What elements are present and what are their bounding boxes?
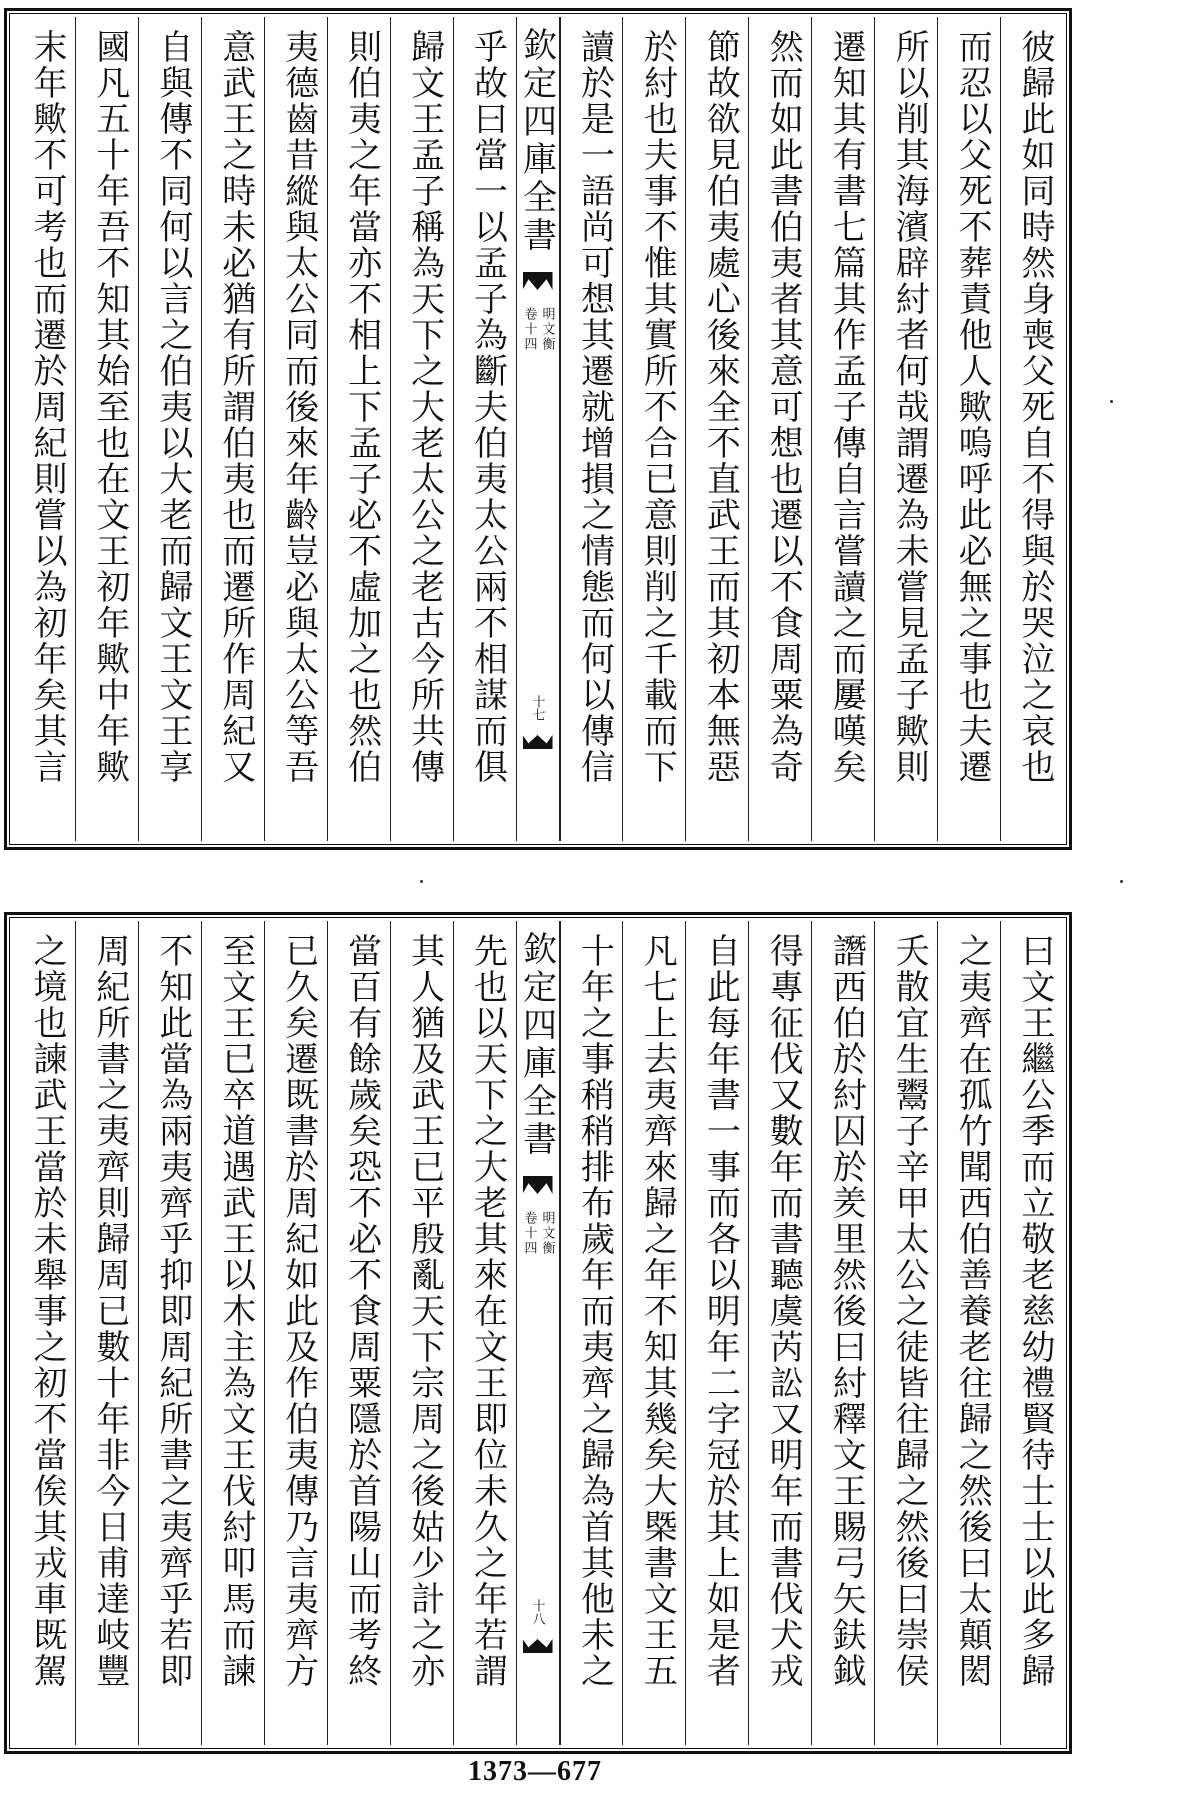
- volume-info: [521, 1211, 555, 1256]
- text-column: 曰文王繼公季而立敬老慈幼禮賢待士士以此多歸: [1000, 921, 1063, 1745]
- collection-name: 明文衡: [539, 307, 555, 352]
- page-top: [4, 8, 1072, 850]
- volume-number: 卷十四: [521, 307, 537, 352]
- text-column: 意武王之時未必猶有所謂伯夷也而遷所作周紀又: [201, 17, 264, 841]
- text-column: 夭散宜生鬻子辛甲太公之徒皆往歸之然後曰崇侯: [874, 921, 937, 1745]
- text-column: 末年歟不可考也而遷於周紀則嘗以為初年矣其言: [26, 29, 67, 785]
- text-column: 其人猶及武王已平殷亂天下宗周之後姑少計之亦: [390, 921, 453, 1745]
- text-column: 譖西伯於紂囚於羑里然後曰紂釋文王賜弓矢鈇鉞: [811, 921, 874, 1745]
- page-bottom: [4, 912, 1072, 1754]
- text-column: 先也以天下之大老其來在文王即位未久之年若謂: [453, 921, 516, 1745]
- page-reference: 1373—677: [468, 1756, 602, 1787]
- text-column: 當百有餘歲矣恐不必不食周粟隱於首陽山而考終: [327, 921, 390, 1745]
- text-column: 於紂也夫事不惟其實所不合已意則削之千載而下: [622, 17, 685, 841]
- text-column: 乎故曰當一以孟子為斷夫伯夷太公兩不相謀而俱: [453, 17, 516, 841]
- volume-number: 卷十四: [521, 1211, 537, 1256]
- text-column: 則伯夷之年當亦不相上下孟子必不虛加之也然伯: [327, 17, 390, 841]
- text-column: 已久矣遷既書於周紀如此及作伯夷傳乃言夷齊方: [264, 921, 327, 1745]
- fish-tail-ornament: [523, 1176, 553, 1194]
- text-column: 國凡五十年吾不知其始至也在文王初年歟中年歟: [75, 17, 138, 841]
- text-columns-bottom: [13, 921, 1063, 1745]
- scan-speck: [1120, 880, 1123, 883]
- text-column: 至文王已卒道遇武王以木主為文王伐紂叩馬而諫: [201, 921, 264, 1745]
- text-column: 不知此當為兩夷齊乎抑即周紀所書之夷齊乎若即: [138, 921, 201, 1745]
- center-fold: [516, 921, 560, 1745]
- text-column: 十年之事稍稍排布歲年而夷齊之歸為首其他未之: [560, 921, 623, 1745]
- text-column: 夷德齒昔縱與太公同而後來年齡豈必與太公等吾: [264, 17, 327, 841]
- volume-info: [521, 307, 555, 352]
- text-column: 彼歸此如同時然身喪父死自不得與於哭泣之哀也: [1000, 17, 1063, 841]
- text-column: 歸文王孟子稱為天下之大老太公之老古今所共傳: [390, 17, 453, 841]
- text-column: 周紀所書之夷齊則歸周已數十年非今日甫達岐豐: [75, 921, 138, 1745]
- folio-number: 十七: [529, 695, 545, 721]
- folio-number: 十八: [529, 1599, 545, 1625]
- book-title: 欽定四庫全書: [516, 931, 557, 1159]
- text-column: 自與傳不同何以言之伯夷以大老而歸文王文王享: [138, 17, 201, 841]
- scan-speck: [420, 880, 423, 883]
- text-column: 節故欲見伯夷處心後來全不直武王而其初本無惡: [685, 17, 748, 841]
- text-column: 之夷齊在孤竹聞西伯善養老往歸之然後曰太顛閎: [937, 921, 1000, 1745]
- text-column: 所以削其海濱辟紂者何哉謂遷為未嘗見孟子歟則: [874, 17, 937, 841]
- fish-tail-ornament: [523, 735, 553, 749]
- fish-tail-ornament: [523, 272, 553, 290]
- text-column: 得專征伐又數年而書聽虞芮訟又明年而書伐犬戎: [748, 921, 811, 1745]
- text-column: 自此每年書一事而各以明年二字冠於其上如是者: [685, 921, 748, 1745]
- fish-tail-ornament: [523, 1639, 553, 1653]
- text-columns-top: [13, 17, 1063, 841]
- text-column: 而忍以父死不葬責他人歟嗚呼此必無之事也夫遷: [937, 17, 1000, 841]
- text-column: 之境也諫武王當於未舉事之初不當俟其戎車既駕: [26, 933, 67, 1689]
- book-title: 欽定四庫全書: [516, 27, 557, 255]
- text-column: 遷知其有書七篇其作孟子傳自言嘗讀之而屢嘆矣: [811, 17, 874, 841]
- text-column: 然而如此書伯夷者其意可想也遷以不食周粟為奇: [748, 17, 811, 841]
- scan-speck: [1110, 400, 1113, 403]
- center-fold: [516, 17, 560, 841]
- collection-name: 明文衡: [539, 1211, 555, 1256]
- text-column: 凡七上去夷齊來歸之年不知其幾矣大槩書文王五: [622, 921, 685, 1745]
- text-column: 讀於是一語尚可想其遷就增損之情態而何以傳信: [560, 17, 623, 841]
